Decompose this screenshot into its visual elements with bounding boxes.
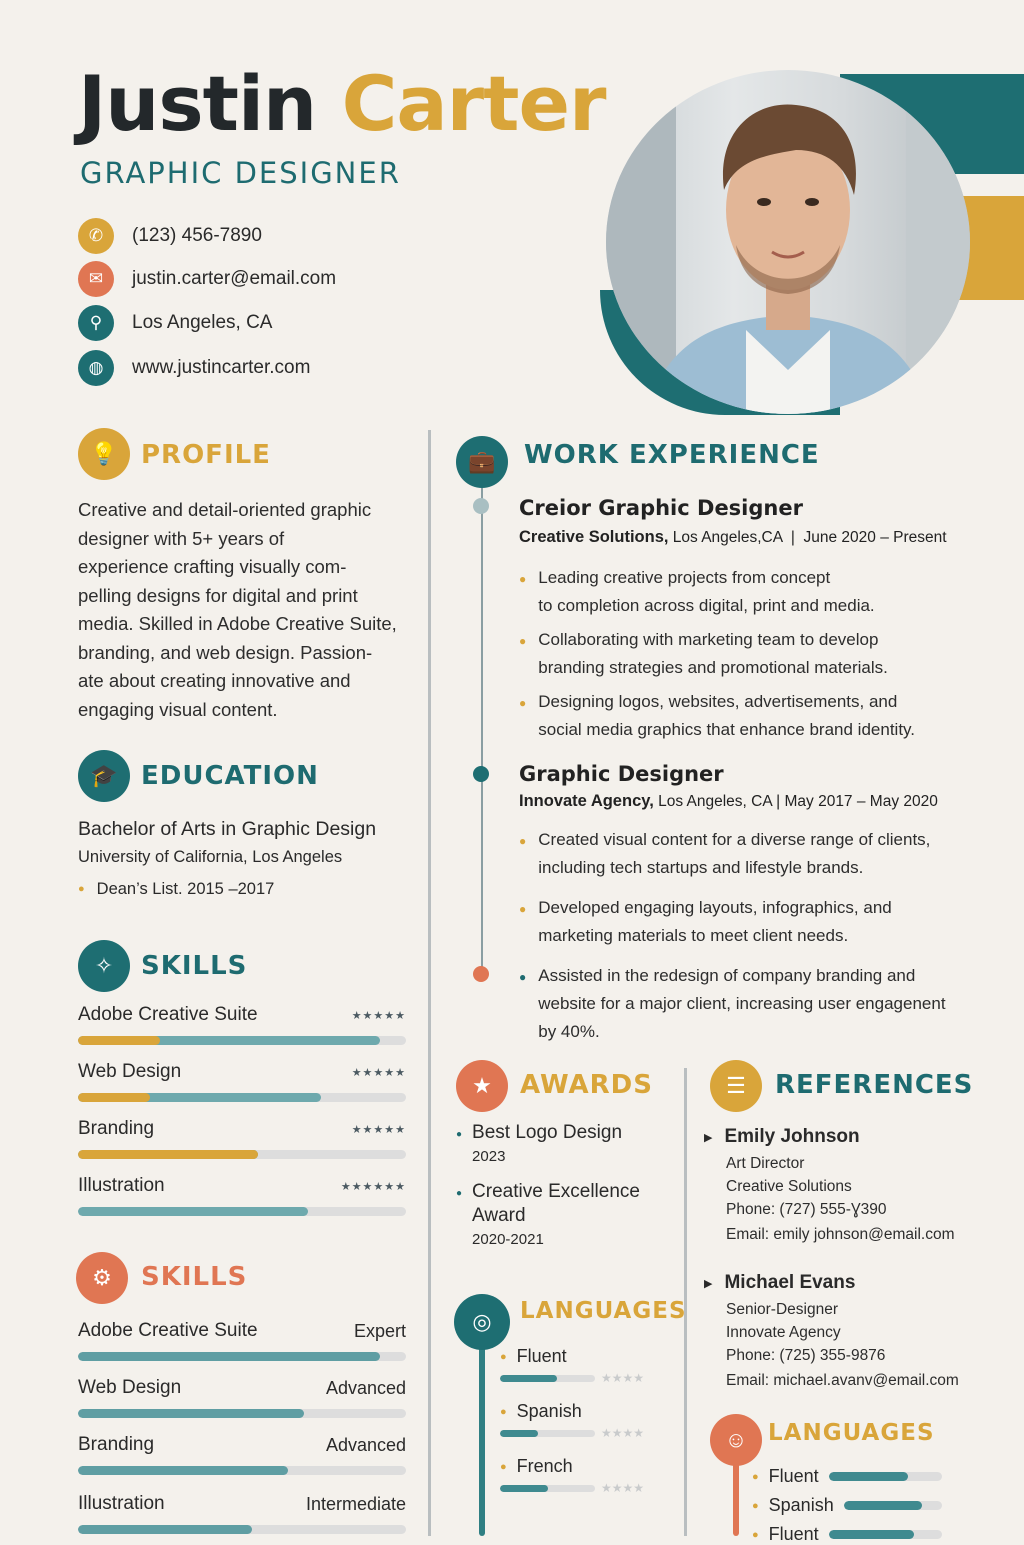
award-name: Creative Excellence <box>472 1181 640 1202</box>
skill-bar <box>78 1525 406 1534</box>
skill-bar <box>78 1093 406 1102</box>
speaking-head-icon: ☺ <box>710 1414 762 1466</box>
job-bullet <box>519 962 989 1046</box>
language-meter <box>500 1426 690 1440</box>
languages-heading-2: LANGUAGES <box>768 1420 935 1446</box>
skill-bar-fill <box>78 1409 304 1418</box>
bullet-line: Developed engaging layouts, infographics, and <box>538 898 892 917</box>
skill-stars: ★★★★★ <box>351 1009 406 1022</box>
skill-label: Illustration <box>78 1493 165 1514</box>
bullet-dot: ● <box>519 970 527 984</box>
honor <box>78 880 274 899</box>
job-bullet <box>519 826 989 882</box>
language-label: Spanish <box>768 1495 834 1515</box>
reference-phone: Phone: (725) 355-9876 <box>726 1347 886 1364</box>
skill-stars: ★★★★★ <box>351 1066 406 1079</box>
language-bar-fill <box>500 1430 538 1437</box>
column-divider <box>428 430 431 1536</box>
bullet-line: Collaborating with marketing team to develop <box>538 630 879 649</box>
profile-heading: PROFILE <box>141 440 271 470</box>
bullet-dot: ● <box>456 1129 463 1140</box>
language-bar-fill <box>829 1530 914 1539</box>
skill-label: Adobe Creative Suite <box>78 1004 258 1025</box>
bullet-dot: ● <box>519 902 527 916</box>
skill-level: Expert <box>353 1320 406 1341</box>
job1-company: Creative Solutions, <box>519 528 669 546</box>
reference-name: Emily Johnson <box>724 1126 860 1147</box>
skill-bar <box>78 1150 406 1159</box>
profile-photo <box>606 70 970 414</box>
award-name: Best Logo Design <box>472 1122 623 1143</box>
reference-role: Senior-Designer <box>726 1301 838 1318</box>
skill-bar <box>78 1352 406 1361</box>
contact-email[interactable] <box>78 261 336 297</box>
last-name: Carter <box>341 59 606 148</box>
profile-line: pelling designs for digital and print <box>78 584 358 606</box>
idea-person-icon: ✧ <box>78 940 130 992</box>
reference-role: Art Director <box>726 1155 805 1172</box>
skill-item <box>78 1320 406 1361</box>
language-stars-decor: ★★★★ <box>601 1371 645 1385</box>
language-item <box>500 1456 690 1495</box>
skill-row <box>78 1377 406 1399</box>
skill-bar <box>78 1036 406 1045</box>
bullet-dot: ● <box>500 1350 507 1363</box>
bullet-dot: ● <box>752 1499 759 1512</box>
job-title: GRAPHIC DESIGNER <box>80 156 401 190</box>
skill-level: Intermediate <box>305 1493 406 1514</box>
job1-title: Creior Graphic Designer <box>519 496 803 520</box>
globe-icon: ◍ <box>78 350 114 386</box>
language-row <box>752 1495 942 1516</box>
location-text: Los Angeles, CA <box>132 312 273 333</box>
skill-item <box>78 1118 406 1159</box>
job2-bullets <box>519 826 989 1046</box>
bullet-dot: ● <box>752 1528 759 1541</box>
timeline-dot <box>473 766 489 782</box>
skill-bar-accent <box>78 1093 150 1102</box>
language-bar-fill <box>844 1501 923 1510</box>
bullet-line: website for a major client, increasing user engagenent <box>538 994 946 1013</box>
language-label: Spanish <box>516 1401 582 1421</box>
location-pin-icon: ⚲ <box>78 305 114 341</box>
first-name: Justin <box>78 59 317 148</box>
language-meter <box>500 1371 690 1385</box>
reference-phone: Phone: (727) 555-Ɣ390 <box>726 1201 887 1218</box>
email-text[interactable]: justin.carter@email.com <box>132 268 337 289</box>
bullet-dot: ● <box>519 634 527 648</box>
awards-list <box>456 1122 676 1248</box>
graduation-cap-icon: 🎓 <box>78 750 130 802</box>
bullet-dot: ● <box>78 883 85 895</box>
reference-email[interactable]: Email: emily johnson@email.com <box>726 1226 955 1243</box>
profile-line: designer with 5+ years of <box>78 527 285 549</box>
language-row <box>500 1401 690 1422</box>
job1-dates: June 2020 – Present <box>803 529 947 546</box>
timeline-line <box>481 488 483 976</box>
skill-bar <box>78 1207 406 1216</box>
bullet-line: including tech startups and lifestyle brands. <box>538 858 864 877</box>
job1-location: Los Angeles,CA <box>672 529 783 546</box>
job2-dates: May 2017 – May 2020 <box>784 793 938 810</box>
triangle-bullet-icon: ▶ <box>704 1131 713 1144</box>
bullet-dot: ● <box>752 1470 759 1483</box>
language-row <box>752 1466 942 1487</box>
skill-row <box>78 1175 406 1197</box>
tools-icon: ⚙ <box>76 1252 128 1304</box>
skill-label: Branding <box>78 1118 155 1139</box>
language-item <box>752 1495 942 1516</box>
website-link[interactable]: www.justincarter.com <box>132 357 311 378</box>
award-item <box>456 1122 676 1165</box>
reference-name: Michael Evans <box>724 1272 856 1293</box>
bullet-dot: ● <box>456 1188 463 1199</box>
reference-email[interactable]: Email: michael.avanv@email.com <box>726 1372 959 1389</box>
skill-label: Illustration <box>78 1175 165 1196</box>
bullet-dot: ● <box>500 1405 507 1418</box>
skill-label: Adobe Creative Suite <box>78 1320 258 1341</box>
school: University of California, Los Angeles <box>78 848 343 866</box>
language-label: French <box>516 1456 573 1476</box>
language-bar <box>829 1472 942 1481</box>
language-bar <box>829 1530 942 1539</box>
language-stars-decor: ★★★★ <box>601 1481 645 1495</box>
references-heading: REFERENCES <box>775 1070 974 1100</box>
reference-company: Innovate Agency <box>726 1324 841 1341</box>
skill-label: Branding <box>78 1434 155 1455</box>
skill-bar-fill <box>78 1525 252 1534</box>
skill-row <box>78 1004 406 1026</box>
profile-line: media. Skilled in Adobe Creative Suite, <box>78 613 397 634</box>
full-name <box>78 59 606 148</box>
contact-website[interactable] <box>78 350 310 386</box>
job1-meta: Creative Solutions, Los Angeles,CA | June 2020 – Present <box>519 528 947 546</box>
bullet-line: by 40%. <box>538 1022 600 1041</box>
contact-location <box>78 305 272 341</box>
language-label: Fluent <box>768 1466 819 1486</box>
reference-details <box>704 1152 1004 1246</box>
bullet-line: to completion across digital, print and media. <box>538 596 875 615</box>
phone-text: (123) 456-7890 <box>132 225 262 246</box>
skill-item <box>78 1493 406 1534</box>
phone-icon: ✆ <box>78 218 114 254</box>
skill-label: Web Design <box>78 1061 182 1082</box>
skill-bar-fill <box>78 1207 308 1216</box>
skill-item <box>78 1377 406 1418</box>
briefcase-icon: 💼 <box>456 436 508 488</box>
job-bullet <box>519 894 989 950</box>
award-name-2: Award <box>472 1205 526 1226</box>
reference-1 <box>704 1126 1004 1246</box>
skills-heading: SKILLS <box>141 951 248 981</box>
job1-bullets <box>519 564 989 744</box>
reference-header <box>704 1272 1004 1294</box>
mail-icon: ✉ <box>78 261 114 297</box>
contact-phone <box>78 218 262 254</box>
skill-row <box>78 1118 406 1140</box>
bullet-dot: ● <box>500 1460 507 1473</box>
bullet-line: Designing logos, websites, advertisements, and <box>538 692 898 711</box>
skills-heading-2: SKILLS <box>141 1262 248 1292</box>
languages-stem <box>479 1340 485 1536</box>
language-item <box>500 1346 690 1385</box>
reference-header <box>704 1126 1004 1148</box>
skill-row <box>78 1434 406 1456</box>
bullet-line: Leading creative projects from concept <box>538 568 831 587</box>
language-bar-fill <box>829 1472 908 1481</box>
skill-stars: ★★★★★★ <box>340 1180 406 1193</box>
skill-level: Advanced <box>325 1434 406 1455</box>
job-bullet <box>519 688 989 744</box>
job2-location: Los Angeles, CA <box>658 793 772 810</box>
job2-company: Innovate Agency, <box>519 792 654 810</box>
skill-label: Web Design <box>78 1377 182 1398</box>
skill-item <box>78 1004 406 1045</box>
profile-line: ate about creating innovative and <box>78 670 351 691</box>
language-item <box>500 1401 690 1440</box>
bullet-dot: ● <box>519 572 527 586</box>
language-bar <box>500 1485 595 1492</box>
language-item <box>752 1466 942 1487</box>
skill-bar-fill <box>78 1352 380 1361</box>
skill-item <box>78 1434 406 1475</box>
timeline-dot <box>473 498 489 514</box>
skill-bar <box>78 1466 406 1475</box>
languages-stem-2 <box>733 1456 739 1536</box>
award-year: 2023 <box>472 1148 506 1165</box>
speech-bubble-icon: ☰ <box>710 1060 762 1112</box>
reference-details <box>704 1298 1004 1392</box>
skill-item <box>78 1175 406 1216</box>
language-stars-decor: ★★★★ <box>601 1426 645 1440</box>
language-label: Fluent <box>516 1346 567 1366</box>
skill-bar-accent <box>78 1036 160 1045</box>
award-year: 2020-2021 <box>472 1231 544 1248</box>
language-row <box>500 1456 690 1477</box>
timeline-dot <box>473 966 489 982</box>
language-meter <box>500 1481 690 1495</box>
language-row <box>752 1524 942 1545</box>
skill-row <box>78 1493 406 1515</box>
job-bullet <box>519 626 989 682</box>
language-bar <box>844 1501 942 1510</box>
reference-2 <box>704 1272 1004 1392</box>
skill-bar-accent <box>78 1150 258 1159</box>
bullet-dot: ● <box>519 834 527 848</box>
language-label: Fluent <box>768 1524 819 1544</box>
skill-bar-fill <box>78 1466 288 1475</box>
language-bar-fill <box>500 1375 557 1382</box>
skill-level: Advanced <box>325 1377 406 1398</box>
skill-row <box>78 1320 406 1342</box>
job-bullet <box>519 564 989 620</box>
skill-stars: ★★★★★ <box>351 1123 406 1136</box>
award-item <box>456 1181 676 1248</box>
bullet-line: marketing materials to meet client needs. <box>538 926 849 945</box>
profile-line: branding, and web design. Passion- <box>78 641 373 663</box>
language-bar <box>500 1375 595 1382</box>
bullet-line: branding strategies and promotional materials. <box>538 658 888 677</box>
bullet-dot: ● <box>519 696 527 710</box>
award-star-icon: ★ <box>456 1060 508 1112</box>
degree: Bachelor of Arts in Graphic Design <box>78 818 377 840</box>
reference-company: Creative Solutions <box>726 1178 852 1195</box>
language-bar-fill <box>500 1485 548 1492</box>
skill-row <box>78 1061 406 1083</box>
globe-icon: ◎ <box>454 1294 510 1350</box>
language-row <box>500 1346 690 1367</box>
skill-bar <box>78 1409 406 1418</box>
language-item <box>752 1524 942 1545</box>
language-bar <box>500 1430 595 1437</box>
job2-meta: Innovate Agency, Los Angeles, CA | May 2017 – May 2020 <box>519 792 938 810</box>
education-heading: EDUCATION <box>141 761 319 791</box>
job2-title: Graphic Designer <box>519 762 724 786</box>
profile-text <box>78 496 423 724</box>
skill-item <box>78 1061 406 1102</box>
bullet-line: Assisted in the redesign of company branding and <box>538 966 916 985</box>
profile-line: experience crafting visually com- <box>78 556 347 577</box>
profile-line: engaging visual content. <box>78 698 278 720</box>
profile-line: Creative and detail-oriented graphic <box>78 499 372 520</box>
work-heading: WORK EXPERIENCE <box>524 440 820 470</box>
honor-text: Dean’s List. 2015 –2017 <box>96 880 275 898</box>
lightbulb-icon: 💡 <box>78 428 130 480</box>
bullet-line: Created visual content for a diverse range of clients, <box>538 830 931 849</box>
triangle-bullet-icon: ▶ <box>704 1277 713 1290</box>
languages-heading: LANGUAGES <box>520 1298 687 1324</box>
awards-heading: AWARDS <box>520 1070 653 1100</box>
bullet-line: social media graphics that enhance brand identity. <box>538 720 915 739</box>
